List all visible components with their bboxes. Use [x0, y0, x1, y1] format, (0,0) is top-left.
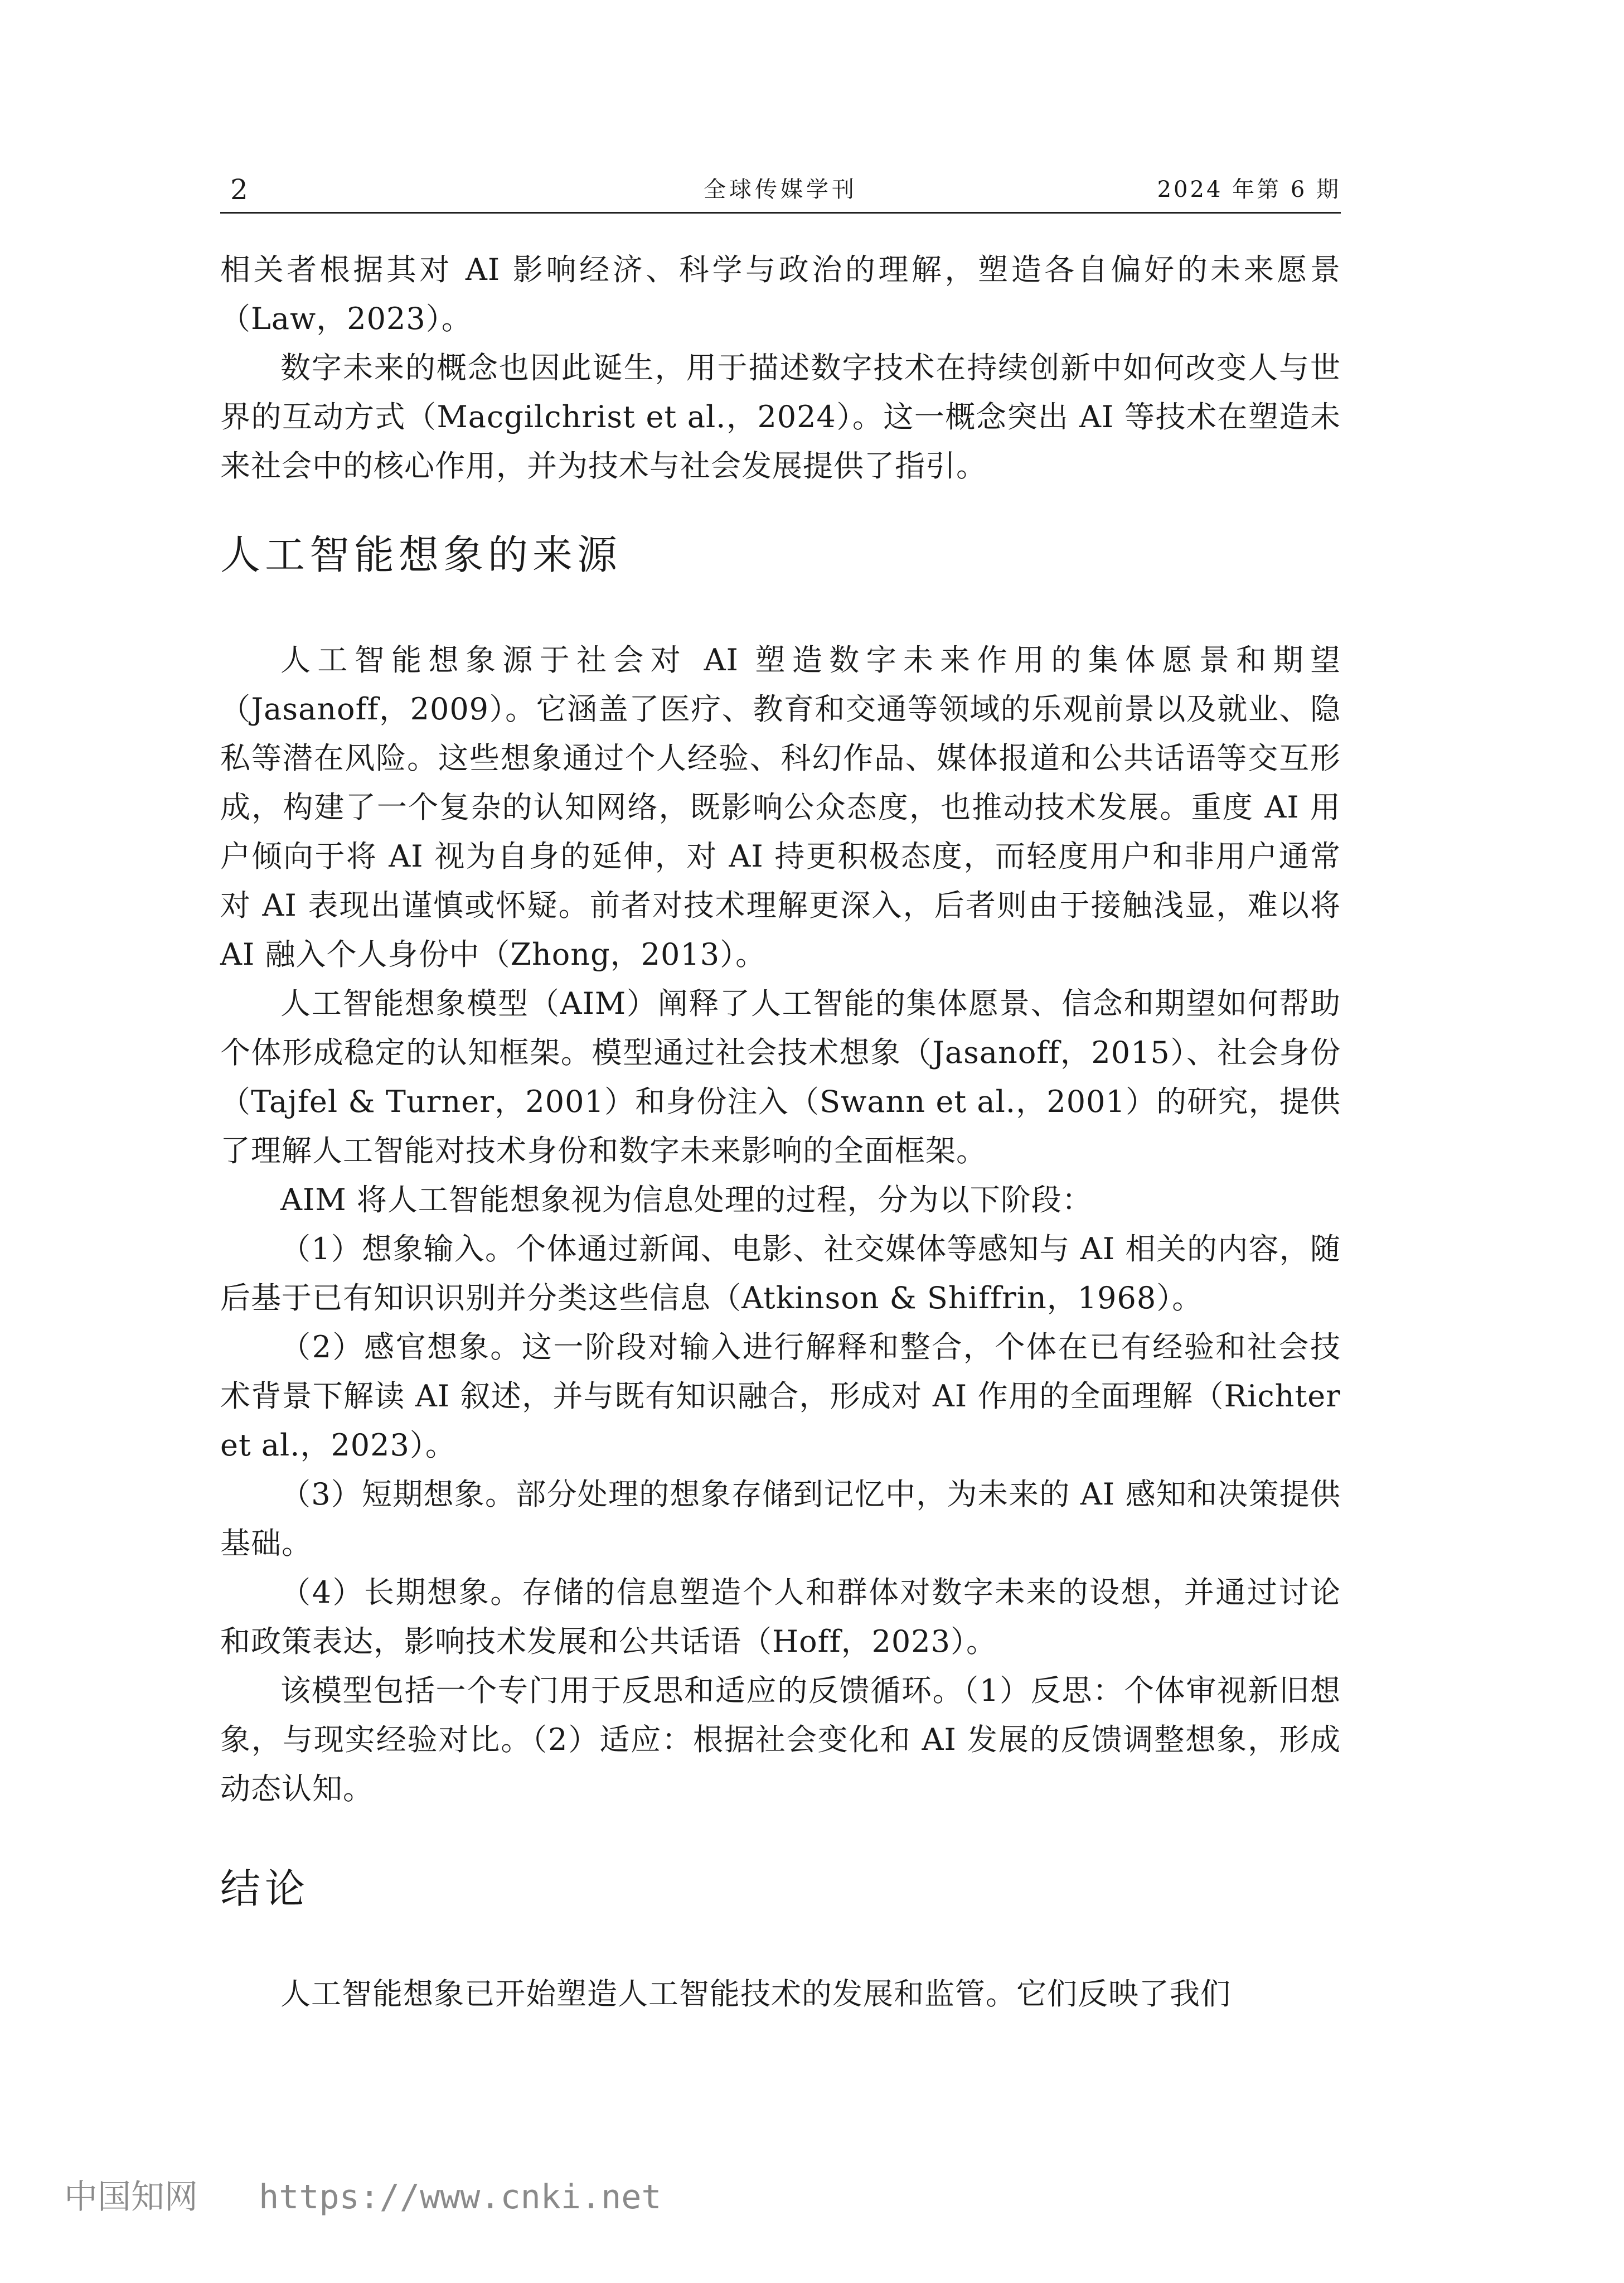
list-item: （1）想象输入。个体通过新闻、电影、社交媒体等感知与 AI 相关的内容，随后基于已有知识识别并分类这些信息（Atkinson & Shiffrin，1968）。	[220, 1231, 1341, 1315]
paragraph: AIM 将人工智能想象视为信息处理的过程，分为以下阶段：	[280, 1182, 1093, 1217]
issue-label: 2024 年第 6 期	[1157, 177, 1341, 202]
site-name: 中国知网	[64, 2178, 198, 2217]
journal-page	[220, 0, 1341, 2283]
list-item: （2）感官想象。这一阶段对输入进行解释和整合，个体在已有经验和社会技术背景下解读 AI 叙述，并与既有知识融合，形成对 AI 作用的全面理解（Richter et al.，2023）。	[220, 1329, 1341, 1463]
journal-title: 全球传媒学刊	[704, 177, 857, 202]
watermark-footer	[64, 2175, 662, 2219]
article-body	[220, 245, 1341, 2019]
section-heading: 人工智能想象的来源	[220, 531, 622, 578]
paragraph: 人工智能想象源于社会对 AI 塑造数字未来作用的集体愿景和期望（Jasanoff，2009）。它涵盖了医疗、教育和交通等领域的乐观前景以及就业、隐私等潜在风险。这些想象通过个人经验、科幻作品、媒体报道和公共话语等交互形成，构建了一个复杂的认知网络，既影响公众态度，也推动技术发展。重度 AI 用户倾向于将 AI 视为自身的延伸，对 AI 持更积极态度，而轻度用户和非用户通常对 AI 表现出谨慎或怀疑。前者对技术理解更深入，后者则由于接触浅显，难以将 AI 融入个人身份中（Zhong，2013）。	[220, 642, 1341, 972]
paragraph: 人工智能想象模型（AIM）阐释了人工智能的集体愿景、信念和期望如何帮助个体形成稳定的认知框架。模型通过社会技术想象（Jasanoff，2015）、社会身份（Tajfel & Turner，2001）和身份注入（Swann et al.，2001）的研究，提供了理解人工智能对技术身份和数字未来影响的全面框架。	[220, 986, 1341, 1168]
page-number: 2	[230, 173, 248, 206]
section-heading: 结论	[220, 1865, 310, 1912]
list-item: （4）长期想象。存储的信息塑造个人和群体对数字未来的设想，并通过讨论和政策表达，影响技术发展和公共话语（Hoff，2023）。	[220, 1575, 1341, 1659]
site-url[interactable]: https://www.cnki.net	[259, 2178, 662, 2217]
paragraph: 数字未来的概念也因此诞生，用于描述数字技术在持续创新中如何改变人与世界的互动方式（Macgilchrist et al.，2024）。这一概念突出 AI 等技术在塑造未来社会中的核心作用，并为技术与社会发展提供了指引。	[220, 350, 1341, 483]
paragraph: 人工智能想象已开始塑造人工智能技术的发展和监管。它们反映了我们	[280, 1976, 1231, 2011]
paragraph: 该模型包括一个专门用于反思和适应的反馈循环。（1）反思：个体审视新旧想象，与现实经验对比。（2）适应：根据社会变化和 AI 发展的反馈调整想象，形成动态认知。	[220, 1673, 1341, 1806]
paragraph-continued: 相关者根据其对 AI 影响经济、科学与政治的理解，塑造各自偏好的未来愿景（Law，2023）。	[220, 252, 1341, 336]
list-item: （3）短期想象。部分处理的想象存储到记忆中，为未来的 AI 感知和决策提供基础。	[220, 1477, 1341, 1561]
running-header	[220, 167, 1341, 214]
